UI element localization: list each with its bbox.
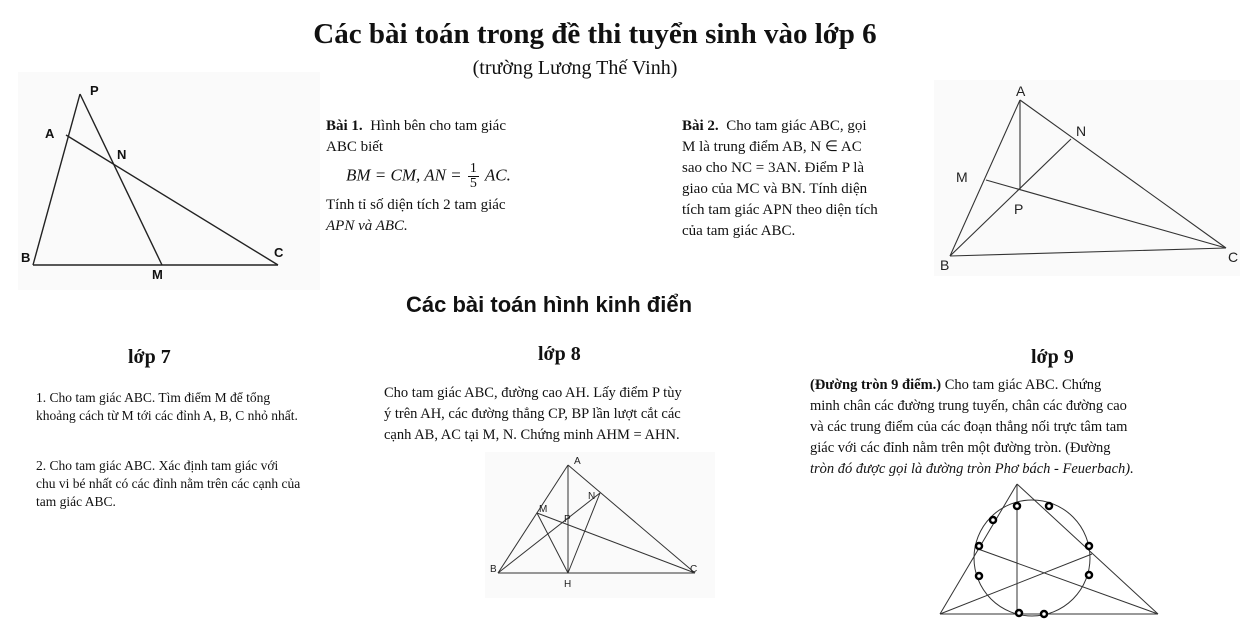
label-c: C bbox=[690, 564, 698, 575]
point bbox=[1046, 503, 1052, 509]
grade-9-line: tròn đó được gọi là đường tròn Phơ bách - Feuerbach). bbox=[810, 461, 1134, 477]
segment-ab bbox=[498, 465, 568, 573]
problem-1-line4: Tính tỉ số diện tích 2 tam giác bbox=[326, 197, 506, 213]
grade-7-item-2-line: chu vi bé nhất có các đỉnh nằm trên các cạnh của bbox=[36, 476, 301, 491]
segment-ac bbox=[1020, 100, 1226, 248]
label-p: P bbox=[90, 83, 99, 98]
label-b: B bbox=[21, 250, 31, 265]
label-p: P bbox=[1014, 201, 1024, 217]
grade-8-problem bbox=[384, 383, 774, 446]
label-m: M bbox=[956, 169, 968, 185]
grade-8-heading: lớp 8 bbox=[538, 343, 581, 365]
grade-7-item-2-line: tam giác ABC. bbox=[36, 494, 116, 509]
grade-9-line: Cho tam giác ABC. Chứng bbox=[944, 377, 1102, 393]
grade-9-heading: lớp 9 bbox=[1031, 346, 1074, 368]
grade-9-line: minh chân các đường trung tuyến, chân các đường cao bbox=[810, 398, 1127, 414]
segment-ac bbox=[66, 135, 278, 265]
problem-2-heading: Bài 2. bbox=[682, 118, 719, 134]
label-m: M bbox=[152, 267, 163, 282]
fraction-numerator: 1 bbox=[469, 161, 477, 176]
grade-9-line: giác với các đỉnh nằm trên một đường tròn. (Đường bbox=[810, 440, 1111, 456]
segment-mc bbox=[537, 513, 698, 575]
label-a: A bbox=[574, 456, 581, 467]
label-m: M bbox=[539, 504, 548, 515]
segment-bn bbox=[498, 493, 600, 573]
problem-1-line5: APN và ABC. bbox=[326, 218, 408, 234]
segment-bn bbox=[950, 139, 1071, 256]
segment-bp bbox=[33, 94, 80, 265]
grade-8-line: Cho tam giác ABC, đường cao AH. Lấy điểm P tùy bbox=[384, 385, 682, 401]
formula-right: AC. bbox=[484, 165, 511, 185]
grade-7-item-2-line: 2. Cho tam giác ABC. Xác định tam giác với bbox=[36, 458, 279, 473]
grade-7-heading: lớp 7 bbox=[128, 346, 171, 368]
label-b: B bbox=[490, 564, 497, 575]
grade-9-line: và các trung điểm của các đoạn thẳng nối trực tâm tam bbox=[810, 419, 1128, 435]
point bbox=[990, 517, 996, 523]
problem-2-line: tích tam giác APN theo diện tích bbox=[682, 202, 878, 218]
problem-2-line: M là trung điểm AB, N ∈ AC bbox=[682, 139, 862, 155]
grade-9-lead: (Đường tròn 9 điểm.) bbox=[810, 377, 942, 393]
problem-1-line2: ABC biết bbox=[326, 139, 384, 155]
grade-7-item-1-line: 1. Cho tam giác ABC. Tìm điểm M để tổng bbox=[36, 390, 271, 405]
fraction bbox=[468, 162, 479, 191]
point bbox=[1041, 611, 1047, 617]
grade-7-item-2 bbox=[36, 457, 356, 511]
grade-9-problem bbox=[810, 375, 1194, 480]
problem-1-line1: Hình bên cho tam giác bbox=[370, 118, 506, 134]
segment-cevian bbox=[978, 549, 1158, 614]
label-c: C bbox=[274, 245, 284, 260]
point bbox=[1086, 543, 1092, 549]
label-b: B bbox=[940, 257, 950, 273]
segment-bc bbox=[950, 248, 1226, 256]
point bbox=[976, 543, 982, 549]
point bbox=[1086, 572, 1092, 578]
problem-1-heading: Bài 1. bbox=[326, 118, 363, 134]
problem-1-formula bbox=[326, 162, 616, 191]
point bbox=[976, 573, 982, 579]
grade-7-item-1 bbox=[36, 389, 356, 425]
point bbox=[1016, 610, 1022, 616]
label-p: P bbox=[564, 514, 571, 525]
figure-grade-8 bbox=[485, 452, 715, 598]
page-subtitle: (trường Lương Thế Vinh) bbox=[472, 57, 678, 79]
label-n: N bbox=[117, 147, 127, 162]
section-heading: Các bài toán hình kinh điển bbox=[406, 292, 693, 317]
fraction-denominator: 5 bbox=[469, 176, 477, 191]
segment-ac bbox=[568, 465, 698, 575]
problem-2-line: Cho tam giác ABC, gọi bbox=[726, 118, 867, 134]
label-c: C bbox=[1228, 249, 1239, 265]
segment-pm bbox=[80, 94, 162, 265]
label-a: A bbox=[45, 126, 55, 141]
problem-2-line: của tam giác ABC. bbox=[682, 223, 796, 239]
figure-bai2 bbox=[934, 80, 1240, 276]
grade-8-line: cạnh AB, AC tại M, N. Chứng minh AHM = AHN. bbox=[384, 427, 680, 443]
point bbox=[1014, 503, 1020, 509]
figure-bai1 bbox=[18, 72, 320, 290]
label-h: H bbox=[564, 579, 572, 590]
label-a: A bbox=[1016, 83, 1026, 99]
problem-2-line: giao của MC và BN. Tính diện bbox=[682, 181, 868, 197]
problem-2 bbox=[682, 116, 927, 242]
figure-nine-point-circle bbox=[932, 476, 1160, 620]
label-n: N bbox=[588, 491, 596, 502]
formula-left: BM = CM, AN = bbox=[346, 165, 462, 185]
page-title: Các bài toán trong đề thi tuyển sinh vào lớp 6 bbox=[313, 18, 877, 50]
problem-2-line: sao cho NC = 3AN. Điểm P là bbox=[682, 160, 865, 176]
problem-1 bbox=[326, 116, 616, 237]
grade-7-item-1-line: khoảng cách từ M tới các đỉnh A, B, C nhỏ nhất. bbox=[36, 408, 298, 423]
grade-8-line: ý trên AH, các đường thẳng CP, BP lần lượt cắt các bbox=[384, 406, 681, 422]
label-n: N bbox=[1076, 123, 1087, 139]
